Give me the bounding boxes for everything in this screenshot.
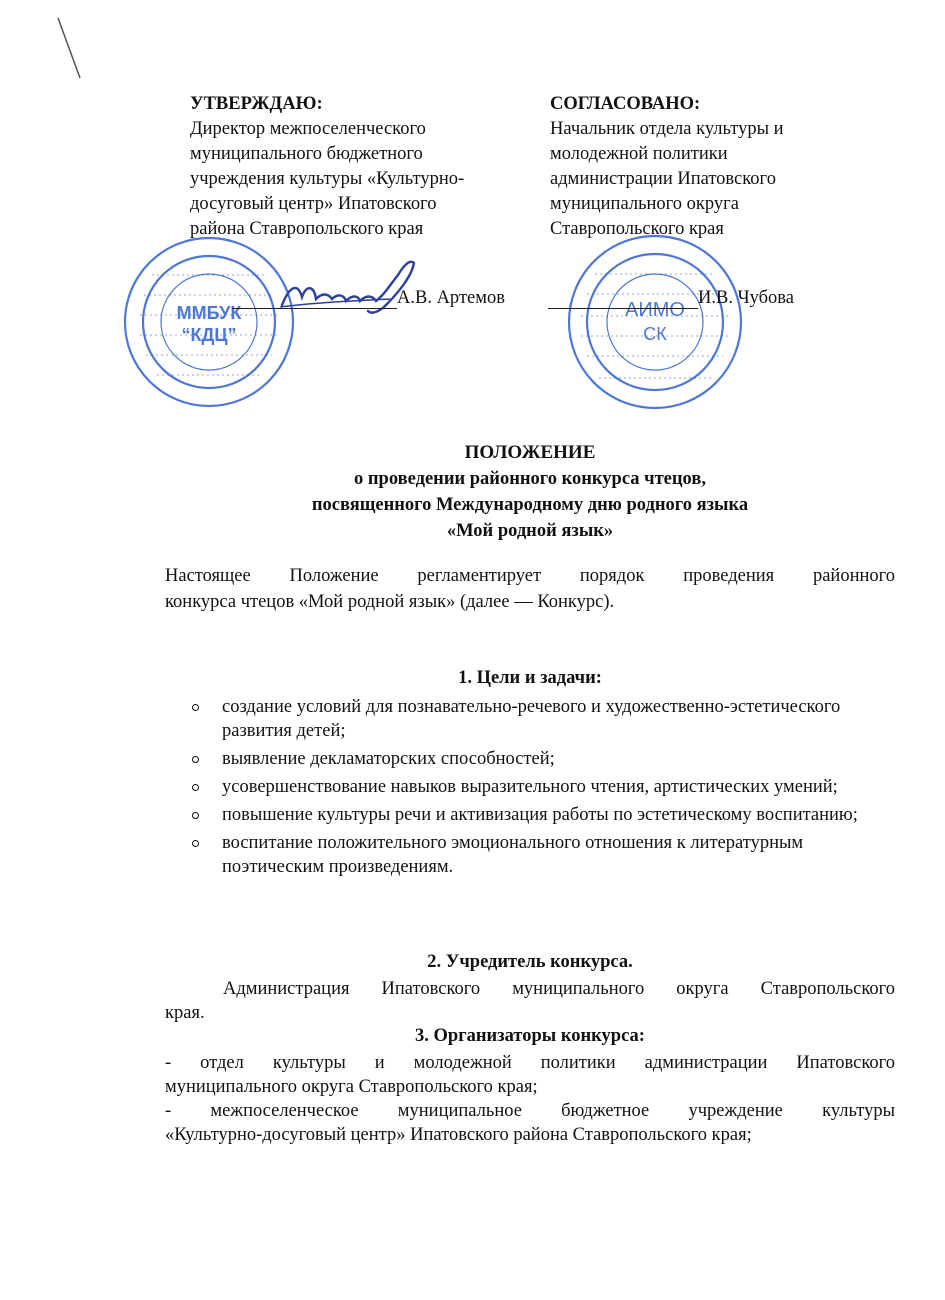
approval-title: УТВЕРЖДАЮ: — [190, 94, 323, 114]
left-stamp-center-bottom: “КДЦ” — [181, 325, 237, 345]
right-stamp-seal-icon — [565, 232, 745, 412]
document-subtitle-line: о проведении районного конкурса чтецов, — [354, 469, 706, 489]
list-item: усовершенствование навыков выразительного чтения, артистических умений; — [190, 775, 880, 799]
approval-block — [190, 92, 530, 242]
agreement-line: администрации Ипатовского — [550, 169, 776, 189]
section-heading-goals: 1. Цели и задачи: — [458, 668, 602, 688]
section-heading-founder: 2. Учредитель конкурса. — [427, 952, 633, 972]
intro-line: Настоящее Положение регламентирует порядок проведения районного — [165, 566, 895, 586]
right-stamp-center-bottom: СК — [643, 324, 667, 344]
founder-line: Администрация Ипатовского муниципального округа Ставропольского — [223, 979, 895, 999]
left-stamp-seal-icon — [122, 235, 297, 410]
approval-line: Директор межпоселенческого — [190, 119, 426, 139]
organizer-line: муниципального округа Ставропольского края; — [165, 1077, 538, 1097]
agreement-line: молодежной политики — [550, 144, 728, 164]
list-item: выявление декламаторских способностей; — [190, 747, 880, 771]
list-item: воспитание положительного эмоционального отношения к литературным поэтическим произведениям. — [190, 831, 880, 879]
document-title-block — [165, 440, 895, 544]
organizers-paragraph — [165, 1051, 895, 1147]
agreement-line: Начальник отдела культуры и — [550, 119, 784, 139]
bullet-icon — [192, 704, 199, 711]
agreement-line: Ставропольского края — [550, 219, 724, 239]
approval-line: досуговый центр» Ипатовского — [190, 194, 437, 214]
intro-paragraph — [165, 563, 895, 615]
goals-list — [190, 695, 880, 883]
approval-line: учреждения культуры «Культурно- — [190, 169, 465, 189]
approval-signature-row — [232, 287, 522, 309]
document-subtitle-line: «Мой родной язык» — [446, 521, 614, 541]
document-title: ПОЛОЖЕНИЕ — [464, 442, 596, 463]
agreement-title: СОГЛАСОВАНО: — [550, 94, 701, 114]
founder-line: края. — [165, 1003, 205, 1023]
agreement-line: муниципального округа — [550, 194, 739, 214]
signature-line — [232, 287, 397, 309]
scan-artifact-line — [0, 0, 120, 90]
section-heading-organizers: 3. Организаторы конкурса: — [415, 1026, 645, 1046]
bullet-icon — [192, 756, 199, 763]
right-stamp-center-top: АИМО — [625, 299, 685, 321]
document-subtitle-line: посвященного Международному дню родного языка — [311, 495, 749, 515]
list-item: создание условий для познавательно-речевого и художественно-эстетического развития детей; — [190, 695, 880, 743]
intro-line: конкурса чтецов «Мой родной язык» (далее — Конкурс). — [165, 592, 615, 612]
organizer-line: - отдел культуры и молодежной политики администрации Ипатовского — [165, 1053, 895, 1073]
founder-paragraph — [165, 977, 895, 1025]
approval-line: района Ставропольского края — [190, 219, 424, 239]
left-stamp-center-top: ММБУК — [176, 303, 242, 323]
signature-line — [548, 287, 698, 309]
approval-line: муниципального бюджетного — [190, 144, 423, 164]
organizer-line: «Культурно-досуговый центр» Ипатовского района Ставропольского края; — [165, 1125, 752, 1145]
list-item: повышение культуры речи и активизация работы по эстетическому воспитанию; — [190, 803, 880, 827]
agreement-block — [550, 92, 880, 242]
organizer-line: - межпоселенческое муниципальное бюджетное учреждение культуры — [165, 1101, 895, 1121]
agreement-signature-row — [548, 287, 828, 309]
bullet-icon — [192, 840, 199, 847]
bullet-icon — [192, 784, 199, 791]
agreement-signer-name: И.В. Чубова — [698, 288, 794, 308]
bullet-icon — [192, 812, 199, 819]
approval-signer-name: А.В. Артемов — [397, 288, 505, 308]
